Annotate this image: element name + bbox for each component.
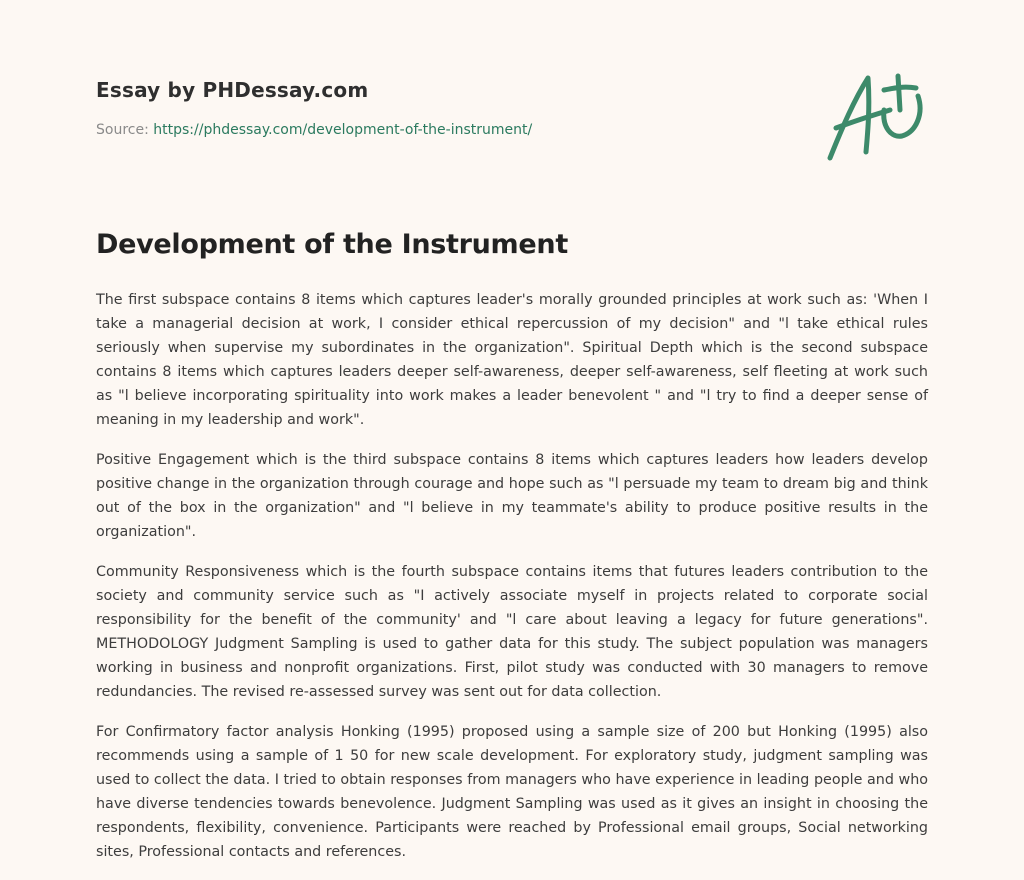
essay-paragraph: Community Responsiveness which is the fourth subspace contains items that futures leaders contribution to the society and community service such as "I actively associate myself in projects related to corporate social responsibility for the benefit of the community' and "l care about leaving a legacy for future generations". METHODOLOGY Judgment Sampling is used to gather data for this study. The subject population was managers working in business and nonprofit organizations. First, pilot study was conducted with 30 managers to remove redundancies. The revised re-assessed survey was sent out for data collection. — [96, 564, 928, 700]
a-plus-grade-icon — [820, 66, 932, 166]
essay-paragraph: The first subspace contains 8 items which captures leader's morally grounded principles at work such as: 'When I take a managerial decision at work, I consider ethical repercussion of my decision" and "l take ethical rules seriously when supervise my subordinates in the organization". Spiritual Depth which is the second subspace contains 8 items which captures leaders deeper self-awareness, deeper self-awareness, self fleeting at work such as "l believe incorporating spirituality into work makes a leader benevolent " and "l try to find a deeper sense of meaning in my leadership and work". — [96, 292, 928, 428]
page-header — [96, 76, 796, 140]
essay-paragraph: For Confirmatory factor analysis Honking (1995) proposed using a sample size of 200 but Honking (1995) also recommends using a sample of 1 50 for new scale development. For exploratory study, judgment sampling was used to collect the data. I tried to obtain responses from managers who have experience in leading people and who have diverse tendencies towards benevolence. Judgment Sampling was used as it gives an insight in choosing the respondents, flexibility, convenience. Participants were reached by Professional email groups, Social networking sites, Professional contacts and references. — [96, 724, 928, 860]
source-label: Source: — [96, 122, 149, 138]
essay-title: Development of the Instrument — [96, 229, 568, 260]
source-link[interactable]: https://phdessay.com/development-of-the-instrument/ — [153, 122, 533, 138]
source-line — [96, 120, 796, 140]
essay-paragraph: Positive Engagement which is the third subspace contains 8 items which captures leaders how leaders develop positive change in the organization through courage and hope such as "l persuade my team to dream big and think out of the box in the organization" and "l believe in my teammate's ability to produce positive results in the organization". — [96, 452, 928, 540]
site-title: Essay by PHDessay.com — [96, 78, 369, 102]
essay-content — [96, 226, 928, 880]
